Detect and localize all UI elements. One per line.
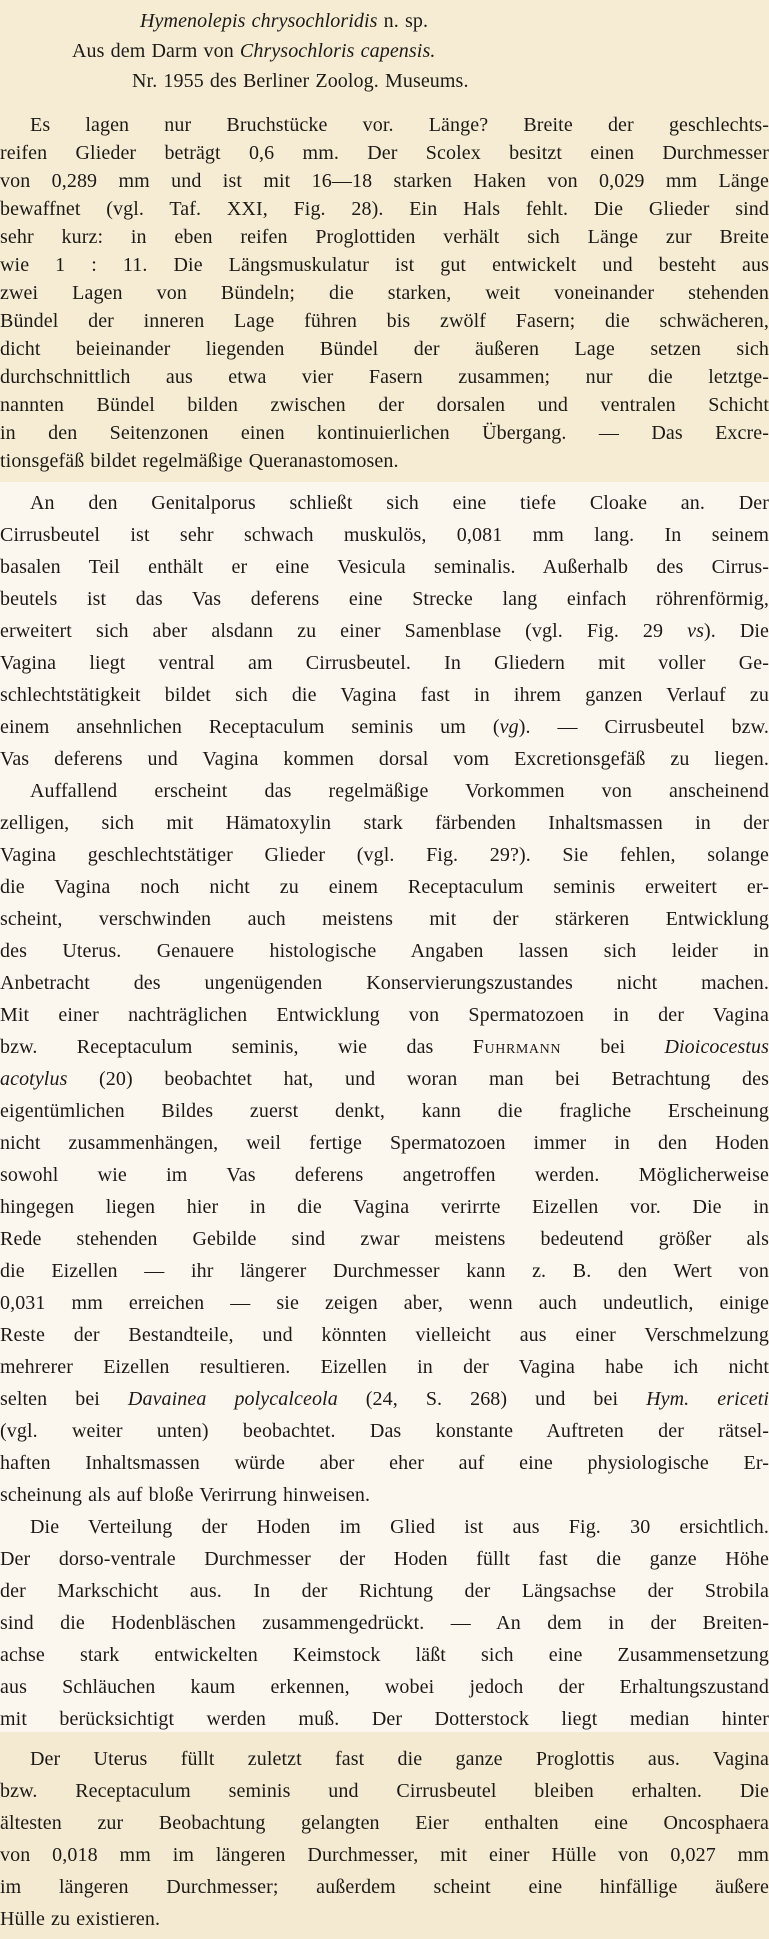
figure-label: vg <box>499 716 519 738</box>
text-line: haften Inhaltsmassen würde aber eher auf eine physiologische Er- <box>0 1452 769 1474</box>
text-line: von 0,018 mm im längeren Durchmesser, mit einer Hülle von 0,027 mm <box>0 1844 769 1866</box>
text-line: Hülle zu existieren. <box>0 1908 161 1930</box>
scan-segment-1 <box>0 0 769 482</box>
text-line: erweitert sich aber alsdann zu einer Samenblase (vgl. Fig. 29 vs). Die <box>0 620 769 642</box>
text-line: Auffallend erscheint das regelmäßige Vorkommen von anscheinend <box>30 780 769 802</box>
species-name: Dioicocestus <box>664 1036 769 1058</box>
text-line: achse stark entwickelten Keimstock läßt sich eine Zusammensetzung <box>0 1644 769 1666</box>
text-line: sind die Hodenbläschen zusammengedrückt. — An dem in der Breiten- <box>0 1612 769 1634</box>
text-line: zelligen, sich mit Hämatoxylin stark färbenden Inhaltsmassen in der <box>0 812 769 834</box>
text-line: aus Schläuchen kaum erkennen, wobei jedoch der Erhaltungszustand <box>0 1676 769 1698</box>
text-line: durchschnittlich aus etwa vier Fasern zusammen; nur die letztge- <box>0 366 769 388</box>
species-name: Davainea polycalceola <box>127 1388 338 1410</box>
species-name: acotylus <box>0 1068 68 1090</box>
text-line: Die Verteilung der Hoden im Glied ist aus Fig. 30 ersichtlich. <box>30 1516 769 1538</box>
text-line: Bündel der inneren Lage führen bis zwölf Fasern; die schwächeren, <box>0 310 769 332</box>
species-name: Hym. ericeti <box>646 1388 769 1410</box>
text-line: Mit einer nachträglichen Entwicklung von Spermatozoen in der Vagina <box>0 1004 769 1026</box>
text-line: Es lagen nur Bruchstücke vor. Länge? Breite der geschlechts- <box>30 114 769 136</box>
text-line: sowohl wie im Vas deferens angetroffen werden. Möglicherweise <box>0 1164 769 1186</box>
text-line: Anbetracht des ungenügenden Konservierungszustandes nicht machen. <box>0 972 769 994</box>
text-line: 0,031 mm erreichen — sie zeigen aber, wenn auch undeutlich, einige <box>0 1292 769 1314</box>
text-line: Reste der Bestandteile, und könnten vielleicht aus einer Verschmelzung <box>0 1324 769 1346</box>
text-line: nicht zusammenhängen, weil fertige Spermatozoen immer in den Hoden <box>0 1132 769 1154</box>
text-line: dicht beieinander liegenden Bündel der äußeren Lage setzen sich <box>0 338 769 360</box>
figure-label: vs <box>687 620 704 642</box>
text-line: scheint, verschwinden auch meistens mit der stärkeren Entwicklung <box>0 908 769 930</box>
text-line: einem ansehnlichen Receptaculum seminis um (vg). — Cirrusbeutel bzw. <box>0 716 769 738</box>
text-line: Der dorso-ventrale Durchmesser der Hoden füllt fast die ganze Höhe <box>0 1548 769 1570</box>
text-line: in den Seitenzonen einen kontinuierlichen Übergang. — Das Excre- <box>0 422 769 444</box>
text-line: reifen Glieder beträgt 0,6 mm. Der Scolex besitzt einen Durchmesser <box>0 142 769 164</box>
text-line: Vagina geschlechtstätiger Glieder (vgl. Fig. 29?). Sie fehlen, solange <box>0 844 769 866</box>
text-line: zwei Lagen von Bündeln; die starken, weit voneinander stehenden <box>0 282 769 304</box>
text-line: hingegen liegen hier in die Vagina verirrte Eizellen vor. Die in <box>0 1196 769 1218</box>
text-line: bzw. Receptaculum seminis, wie das Fuhrmann bei Dioicocestus <box>0 1036 769 1058</box>
text-line: die Vagina noch nicht zu einem Receptaculum seminis erweitert er- <box>0 876 769 898</box>
text-line: Der Uterus füllt zuletzt fast die ganze Proglottis aus. Vagina <box>30 1748 769 1770</box>
text-line: mehrerer Eizellen resultieren. Eizellen in der Vagina habe ich nicht <box>0 1356 769 1378</box>
author-name: Fuhrmann <box>472 1036 562 1058</box>
text-line: der Markschicht aus. In der Richtung der Längsachse der Strobila <box>0 1580 769 1602</box>
text-line: acotylus (20) beobachtet hat, und woran man bei Betrachtung des <box>0 1068 769 1090</box>
text-line: schlechtstätigkeit bildet sich die Vagina fast in ihrem ganzen Verlauf zu <box>0 684 769 706</box>
text-line: bzw. Receptaculum seminis und Cirrusbeutel bleiben erhalten. Die <box>0 1780 769 1802</box>
text-line: basalen Teil enthält er eine Vesicula seminalis. Außerhalb des Cirrus- <box>0 556 769 578</box>
text-line: nannten Bündel bilden zwischen der dorsalen und ventralen Schicht <box>0 394 769 416</box>
museum-number: Nr. 1955 des Berliner Zoolog. Museums. <box>132 70 469 92</box>
text-line: scheinung als auf bloße Verirrung hinweisen. <box>0 1484 371 1506</box>
text-line: tionsgefäß bildet regelmäßige Queranastomosen. <box>0 450 399 472</box>
scan-segment-3 <box>0 1732 769 1939</box>
text-line: im längeren Durchmesser; außerdem scheint eine hinfällige äußere <box>0 1876 769 1898</box>
text-line: Vas deferens und Vagina kommen dorsal vom Excretionsgefäß zu liegen. <box>0 748 769 770</box>
host-source: Aus dem Darm von Chrysochloris capensis. <box>72 40 436 62</box>
text-line: von 0,289 mm und ist mit 16—18 starken Haken von 0,029 mm Länge <box>0 170 769 192</box>
text-line: eigentümlichen Bildes zuerst denkt, kann die fragliche Erscheinung <box>0 1100 769 1122</box>
host-species: Chrysochloris capensis. <box>239 40 436 62</box>
scan-segment-2 <box>0 482 769 1732</box>
text-line: mit berücksichtigt werden muß. Der Dotterstock liegt median hinter <box>0 1708 769 1730</box>
text-line: beutels ist das Vas deferens eine Strecke lang einfach röhrenförmig, <box>0 588 769 610</box>
text-line: (vgl. weiter unten) beobachtet. Das konstante Auftreten der rätsel- <box>0 1420 769 1442</box>
species-name: Hymenolepis chrysochloridis <box>140 10 378 32</box>
species-title: Hymenolepis chrysochloridis n. sp. <box>140 10 429 32</box>
text-line: des Uterus. Genauere histologische Angaben lassen sich leider in <box>0 940 769 962</box>
text-line: die Eizellen — ihr längerer Durchmesser kann z. B. den Wert von <box>0 1260 769 1282</box>
text-line: Cirrusbeutel ist sehr schwach muskulös, 0,081 mm lang. In seinem <box>0 524 769 546</box>
text-line: sehr kurz: in eben reifen Proglottiden verhält sich Länge zur Breite <box>0 226 769 248</box>
text-line: ältesten zur Beobachtung gelangten Eier enthalten eine Oncosphaera <box>0 1812 769 1834</box>
text-line: An den Genitalporus schließt sich eine tiefe Cloake an. Der <box>30 492 769 514</box>
text-line: Vagina liegt ventral am Cirrusbeutel. In Gliedern mit voller Ge- <box>0 652 769 674</box>
text-line: selten bei Davainea polycalceola (24, S. 268) und bei Hym. ericeti <box>0 1388 769 1410</box>
text-line: bewaffnet (vgl. Taf. XXI, Fig. 28). Ein Hals fehlt. Die Glieder sind <box>0 198 769 220</box>
text-line: wie 1 : 11. Die Längsmuskulatur ist gut entwickelt und besteht aus <box>0 254 769 276</box>
text-line: Rede stehenden Gebilde sind zwar meistens bedeutend größer als <box>0 1228 769 1250</box>
